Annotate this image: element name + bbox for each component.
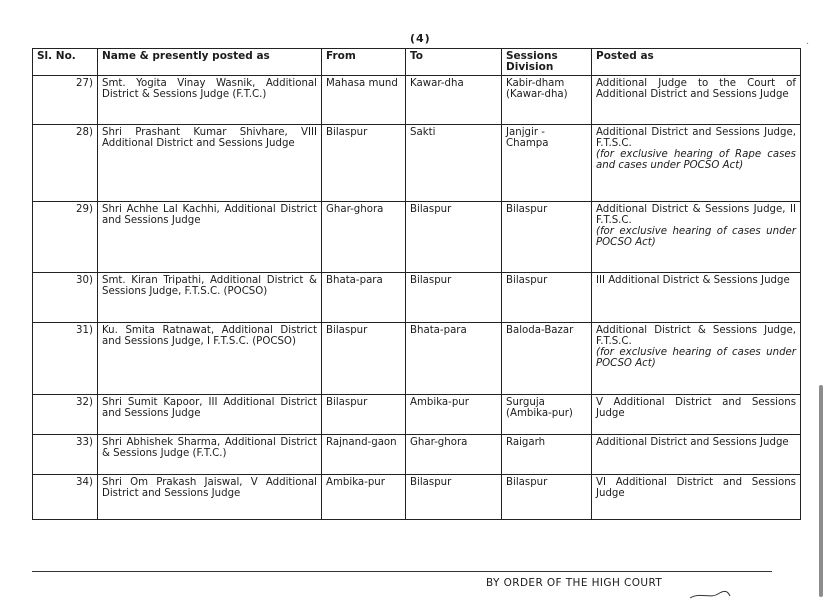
cell-from: Bilaspur <box>322 395 406 435</box>
cell-posted-as <box>592 273 801 323</box>
cell-division: Bilaspur <box>502 202 592 273</box>
header-sl-no: Sl. No. <box>33 49 98 76</box>
header-to: To <box>406 49 502 76</box>
cell-division: Bilaspur <box>502 475 592 520</box>
cell-sl-no: 27) <box>33 76 98 125</box>
cell-division: Surguja (Ambika-pur) <box>502 395 592 435</box>
cell-name: Smt. Yogita Vinay Wasnik, Additional District & Sessions Judge (F.T.C.) <box>98 76 322 125</box>
posted-as-note: (for exclusive hearing of cases under POCSO Act) <box>596 226 796 248</box>
posted-as-text: V Additional District and Sessions Judge <box>596 397 796 419</box>
cell-to: Sakti <box>406 125 502 202</box>
corner-mark: . <box>806 36 810 47</box>
table-header-row <box>33 49 801 76</box>
cell-name: Shri Achhe Lal Kachhi, Additional District and Sessions Judge <box>98 202 322 273</box>
cell-name: Shri Abhishek Sharma, Additional District & Sessions Judge (F.T.C.) <box>98 435 322 475</box>
cell-division: Raigarh <box>502 435 592 475</box>
cell-from: Bilaspur <box>322 125 406 202</box>
cell-to: Bhata-para <box>406 323 502 395</box>
cell-sl-no: 33) <box>33 435 98 475</box>
cell-from: Bilaspur <box>322 323 406 395</box>
cell-name: Ku. Smita Ratnawat, Additional District and Sessions Judge, I F.T.S.C. (POCSO) <box>98 323 322 395</box>
posted-as-text: VI Additional District and Sessions Judge <box>596 477 796 499</box>
transfer-order-table <box>32 48 801 520</box>
cell-division: Janjgir - Champa <box>502 125 592 202</box>
header-sessions-division: Sessions Division <box>502 49 592 76</box>
posted-as-note: (for exclusive hearing of cases under POCSO Act) <box>596 347 796 369</box>
cell-name: Smt. Kiran Tripathi, Additional District & Sessions Judge, F.T.S.C. (POCSO) <box>98 273 322 323</box>
cell-sl-no: 29) <box>33 202 98 273</box>
cell-sl-no: 32) <box>33 395 98 435</box>
header-from: From <box>322 49 406 76</box>
cell-sl-no: 28) <box>33 125 98 202</box>
table-row <box>33 76 801 125</box>
cell-division: Kabir-dham (Kawar-dha) <box>502 76 592 125</box>
cell-sl-no: 30) <box>33 273 98 323</box>
posted-as-note: (for exclusive hearing of Rape cases and cases under POCSO Act) <box>596 149 796 171</box>
signature-mark <box>688 590 732 600</box>
table-row <box>33 395 801 435</box>
page-number: (4) <box>410 32 431 45</box>
footer-divider <box>32 571 772 572</box>
cell-sl-no: 31) <box>33 323 98 395</box>
cell-to: Ghar-ghora <box>406 435 502 475</box>
cell-division: Baloda-Bazar <box>502 323 592 395</box>
cell-posted-as <box>592 76 801 125</box>
posted-as-text: Additional Judge to the Court of Additional District and Sessions Judge <box>596 78 796 100</box>
posted-as-text: Additional District and Sessions Judge, F.T.S.C. <box>596 127 796 149</box>
cell-posted-as <box>592 202 801 273</box>
cell-sl-no: 34) <box>33 475 98 520</box>
cell-name: Shri Prashant Kumar Shivhare, VIII Additional District and Sessions Judge <box>98 125 322 202</box>
cell-posted-as <box>592 125 801 202</box>
table-row <box>33 125 801 202</box>
header-posted-as: Posted as <box>592 49 801 76</box>
table-row <box>33 273 801 323</box>
vertical-scrollbar[interactable] <box>819 385 823 597</box>
cell-to: Bilaspur <box>406 202 502 273</box>
cell-to: Ambika-pur <box>406 395 502 435</box>
table-row <box>33 202 801 273</box>
cell-from: Ghar-ghora <box>322 202 406 273</box>
posted-as-text: Additional District & Sessions Judge, II F.T.S.C. <box>596 204 796 226</box>
header-name: Name & presently posted as <box>98 49 322 76</box>
cell-to: Kawar-dha <box>406 76 502 125</box>
cell-from: Bhata-para <box>322 273 406 323</box>
cell-posted-as <box>592 395 801 435</box>
cell-division: Bilaspur <box>502 273 592 323</box>
cell-posted-as <box>592 323 801 395</box>
posted-as-text: Additional District and Sessions Judge <box>596 437 789 448</box>
cell-posted-as <box>592 475 801 520</box>
cell-from: Mahasa mund <box>322 76 406 125</box>
posted-as-text: III Additional District & Sessions Judge <box>596 275 790 286</box>
by-order-text: BY ORDER OF THE HIGH COURT <box>486 577 663 589</box>
cell-posted-as <box>592 435 801 475</box>
table-row <box>33 323 801 395</box>
posted-as-text: Additional District & Sessions Judge, F.T.S.C. <box>596 325 796 347</box>
cell-from: Rajnand-gaon <box>322 435 406 475</box>
cell-to: Bilaspur <box>406 475 502 520</box>
cell-from: Ambika-pur <box>322 475 406 520</box>
cell-name: Shri Om Prakash Jaiswal, V Additional District and Sessions Judge <box>98 475 322 520</box>
table-row <box>33 475 801 520</box>
table-row <box>33 435 801 475</box>
cell-to: Bilaspur <box>406 273 502 323</box>
cell-name: Shri Sumit Kapoor, III Additional District and Sessions Judge <box>98 395 322 435</box>
